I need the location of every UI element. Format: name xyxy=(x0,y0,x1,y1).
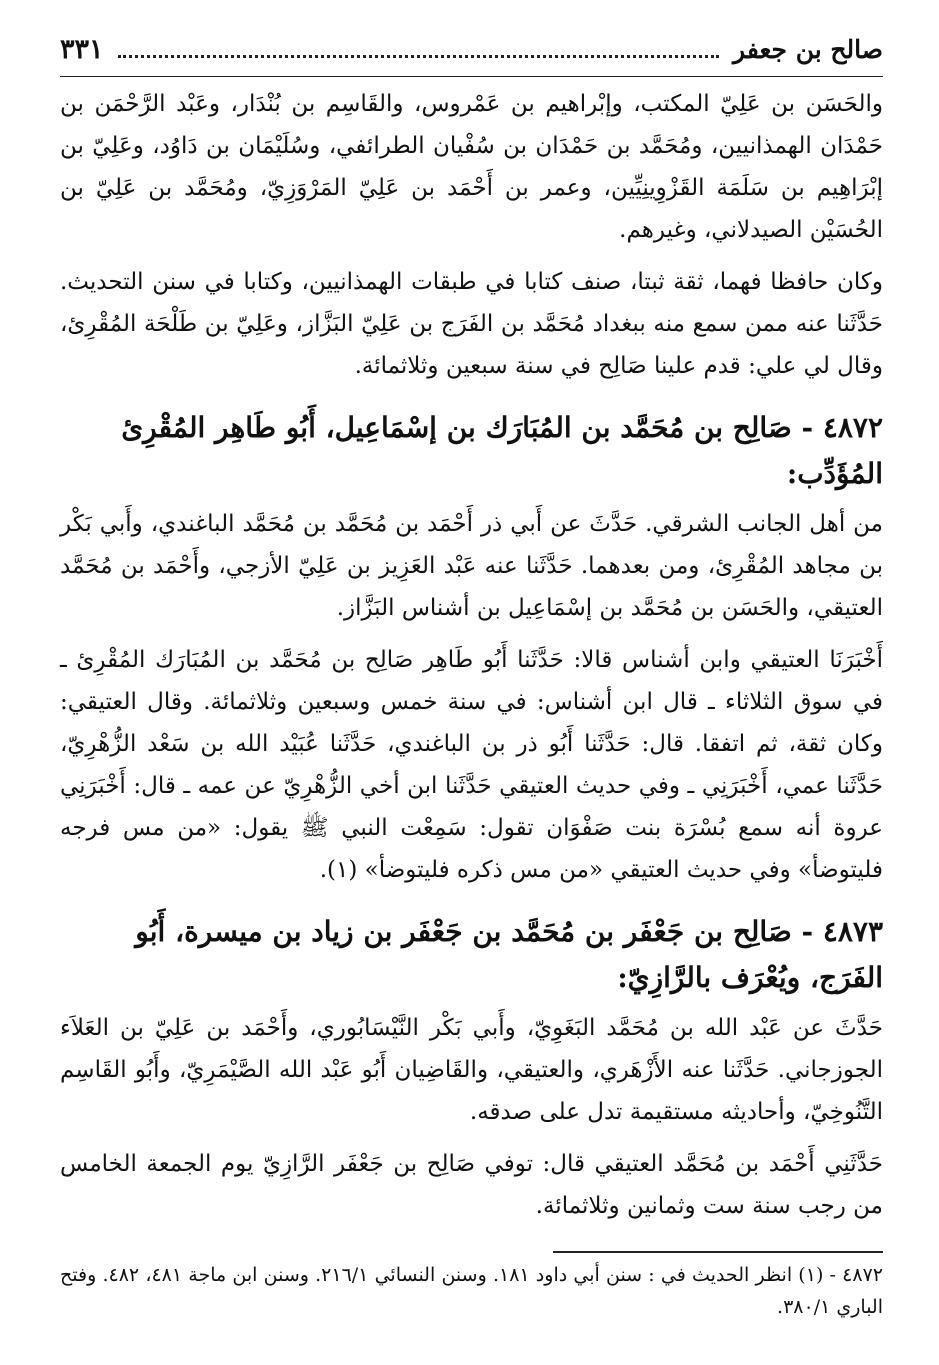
entry-heading-4873: ٤٨٧٣ - صَالِح بن جَعْفَر بن مُحَمَّد بن جَعْفَر بن زياد بن ميسرة، أَبُو الفَرَج، ويُعْرَف بالرَّازِيّ: xyxy=(135,915,883,994)
book-page xyxy=(60,34,883,1323)
entry-4872-paragraph-2: أَخْبَرَنَا العتيقي وابن أشناس قالا: حَدَّثَنا أَبُو طَاهِر صَالِح بن مُحَمَّد بن المُبَارَك المُقْرِئ ـ في سوق الثلاثاء ـ قال ابن أشناس: في سنة خمس وسبعين وثلاثمائة. وقال العتيقي: وكان ثقة، ثم اتفقا. قال: حَدَّثَنا أَبُو ذر بن الباغندي، حَدَّثَنا عُبَيْد الله بن سَعْد الزُّهْرِيّ، حَدَّثَنا عمي، أَخْبَرَنِي ـ وفي حديث العتيقي حَدَّثَنا ابن أخي الزُّهْرِيّ عن عمه ـ قال: أَخْبَرَنِي عروة أنه سمع بُسْرَة بنت صَفْوَان تقول: سَمِعْت النبي ﷺ يقول: «من مس فرجه فليتوضأ» وفي حديث العتيقي «من مس ذكره فليتوضأ» (١). xyxy=(60,647,883,883)
footnote: ٤٨٧٢ - (١) انظر الحديث في : سنن أبي داود ١٨١. وسنن النسائي ٢١٦/١. وسنن ابن ماجة ٤٨١، ٤٨٢. وفتح الباري ٣٨٠/١. xyxy=(60,1264,883,1318)
entry-4872-paragraph-1: من أهل الجانب الشرقي. حَدَّثَ عن أَبي ذر أَحْمَد بن مُحَمَّد بن مُحَمَّد الباغندي، وأَبي بَكْر بن مجاهد المُقْرِئ، ومن بعدهما. حَدَّثَنا عنه عَبْد العَزِيز بن عَلِيّ الأزجي، وأَحْمَد بن مُحَمَّد العتيقي، والحَسَن بن مُحَمَّد بن إسْمَاعِيل بن أشناس البَزَّاز. xyxy=(60,511,883,621)
entry-4873-paragraph-1: حَدَّثَ عن عَبْد الله بن مُحَمَّد البَغَوِيّ، وأَبي بَكْر النَّيْسَابُوري، وأَحْمَد بن عَلِيّ بن العَلاَء الجوزجاني. حَدَّثَنا عنه الأَزْهَري، والعتيقي، والقَاضِيان أَبُو عَبْد الله الصَّيْمَرِيّ، وأَبُو القَاسِم التَّنُوخِيّ، وأحاديثه مستقيمة تدل على صدقه. xyxy=(60,1015,883,1125)
entry-heading-4872: ٤٨٧٢ - صَالِح بن مُحَمَّد بن المُبَارَك بن إسْمَاعِيل، أَبُو طَاهِر المُقْرِئ المُؤَدِّب: xyxy=(121,411,883,490)
entry-4873-paragraph-2: حَدَّثَنِي أَحْمَد بن مُحَمَّد العتيقي قال: توفي صَالِح بن جَعْفَر الرَّازِيّ يوم الجمعة الخامس من رجب سنة ست وثمانين وثلاثمائة. xyxy=(60,1151,883,1219)
header-dot-leader xyxy=(118,54,720,58)
paragraph-assessment: وكان حافظا فهما، ثقة ثبتا، صنف كتابا في طبقات الهمذانيين، وكتابا في سنن التحديث. حَدَّثَنا عنه ممن سمع منه ببغداد مُحَمَّد بن الفَرَج بن عَلِيّ البَزَّاز، وعَلِيّ بن طَلْحَة المُقْرِئ، وقال لي علي: قدم علينا صَالِح في سنة سبعين وثلاثمائة. xyxy=(60,269,883,379)
running-title: صالح بن جعفر xyxy=(733,35,883,64)
page-number: ٣٣١ xyxy=(60,34,104,65)
paragraph-narrators-list: والحَسَن بن عَلِيّ المكتب، وإبْراهيم بن عَمْروس، والقَاسِم بن بُنْدَار، وعَبْد الرَّحْمَن بن حَمْدَان الهمذانيين، ومُحَمَّد بن حَمْدَان بن سُفْيان الطرائفي، وسُلَيْمَان بن دَاوُد، وعَلِيّ بن إبْرَاهِيم بن سَلَمَة القَزْوِينِيِّين، وعمر بن أَحْمَد بن عَلِيّ المَرْوَزِيّ، ومُحَمَّد بن عَلِيّ بن الحُسَيْن الصيدلاني، وغيرهم. xyxy=(60,91,883,243)
running-header xyxy=(60,34,883,77)
footnote-separator xyxy=(553,1251,883,1253)
